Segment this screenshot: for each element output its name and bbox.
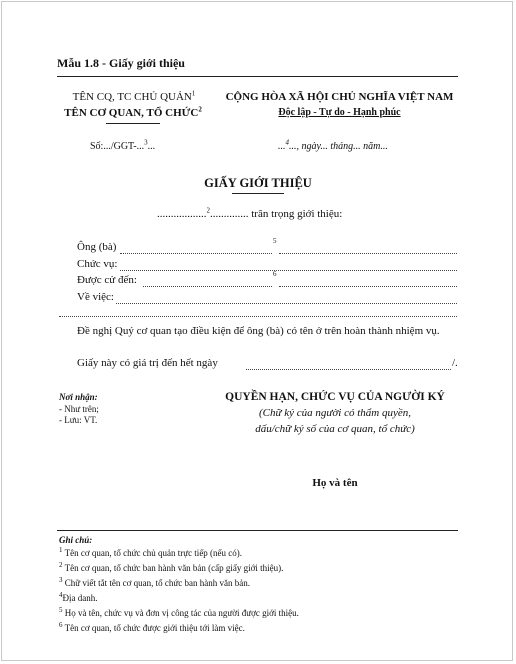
signer-note-1: (Chữ ký của người có thẩm quyền, <box>259 407 411 419</box>
note-item: $^3$ Chữ viết tắt tên cơ quan, tổ chức ban hành văn bản. <box>59 576 250 588</box>
note-item: $^5$ Họ và tên, chức vụ và đơn vị công tác của người được giới thiệu. <box>59 606 299 618</box>
field-destination-fill-b <box>279 286 457 287</box>
agency-underline <box>106 123 160 124</box>
field-label-purpose: Về việc: <box>77 291 114 303</box>
title-rule <box>57 76 458 77</box>
validity-fill <box>246 369 451 370</box>
recipients-title: Nơi nhận: <box>59 392 98 402</box>
nation-title: CỘNG HÒA XÃ HỘI CHỦ NGHĨA VIỆT NAM <box>225 91 454 103</box>
field-purpose-fill-2 <box>59 316 457 317</box>
nation-motto: Độc lập - Tự do - Hạnh phúc <box>278 107 401 118</box>
field-position-fill <box>120 270 457 271</box>
field-person-fill-a <box>120 253 272 254</box>
field-person-fill-b <box>279 253 457 254</box>
validity-end: /. <box>452 357 458 369</box>
recipient-item: - Lưu: VT. <box>59 415 98 425</box>
form-title: Mẫu 1.8 - Giấy giới thiệu <box>57 56 185 70</box>
recipient-item: - Như trên; <box>59 404 99 414</box>
note-item: $^1$ Tên cơ quan, tổ chức chủ quản trực tiếp (nếu có). <box>59 546 243 558</box>
signer-note-2: dấu/chữ ký số của cơ quan, tổ chức) <box>255 423 415 435</box>
agency-parent: TÊN CQ, TC CHỦ QUẢN$^1$ <box>72 89 196 103</box>
field-label-person: Ông (bà) <box>77 241 117 253</box>
signer-name: Họ và tên <box>312 477 358 489</box>
field-purpose-fill <box>116 303 457 304</box>
note-item: $^2$ Tên cơ quan, tổ chức ban hành văn bản (cấp giấy giới thiệu). <box>59 561 284 573</box>
document-title: GIẤY GIỚI THIỆU <box>204 176 312 190</box>
notes-title: Ghi chú: <box>59 535 93 545</box>
notes-rule <box>57 530 458 531</box>
field-label-destination: Được cử đến: <box>77 274 137 286</box>
note-item: $^4$Địa danh. <box>59 591 98 603</box>
note-item: $^6$ Tên cơ quan, tổ chức được giới thiệu tới làm việc. <box>59 621 245 633</box>
place-date: ...$^4$..., ngày... tháng... năm... <box>278 138 388 152</box>
document-title-underline <box>232 193 284 194</box>
document-number: Số:.../GGT-...$^3$... <box>90 138 156 152</box>
agency-name: TÊN CƠ QUAN, TỔ CHỨC$^2$ <box>64 105 202 119</box>
field-label-position: Chức vụ: <box>77 258 118 270</box>
validity-label: Giấy này có giá trị đến hết ngày <box>77 357 218 369</box>
field-destination-fill-a <box>143 286 272 287</box>
intro-line: ..................$^2$.............. trân trọng giới thiệu: <box>157 206 343 220</box>
signer-title: QUYỀN HẠN, CHỨC VỤ CỦA NGƯỜI KÝ <box>225 391 445 403</box>
request-paragraph: Đề nghị Quý cơ quan tạo điều kiện để ông (bà) có tên ở trên hoàn thành nhiệm vụ. <box>77 325 440 337</box>
